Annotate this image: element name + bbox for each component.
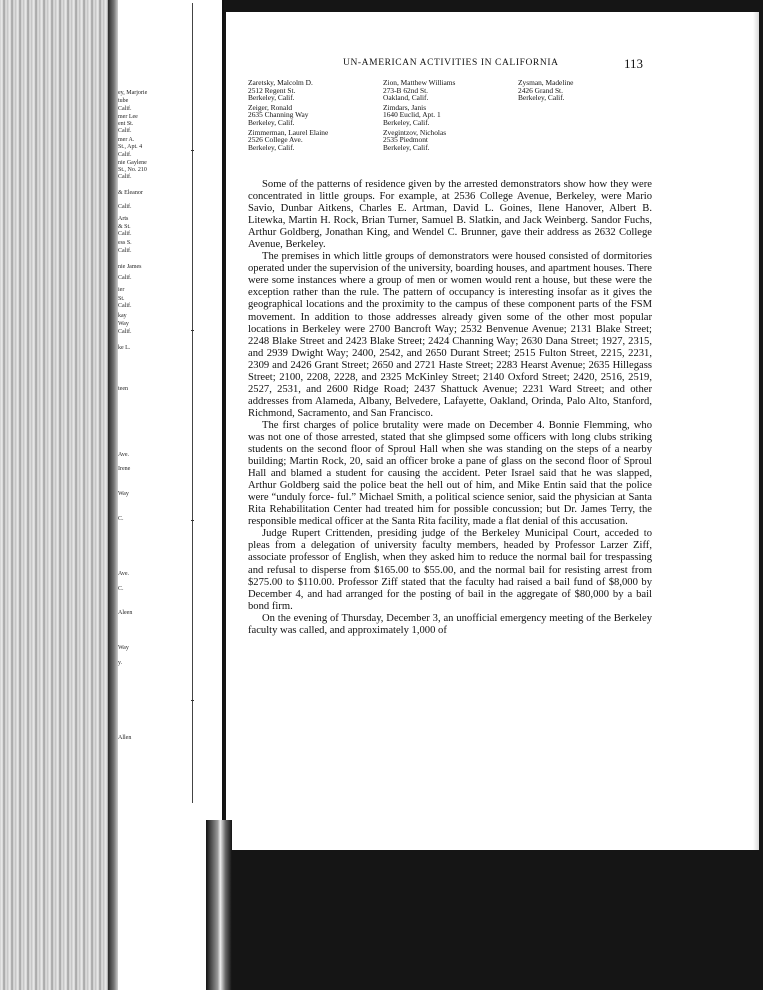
address-line: Berkeley, Calif. xyxy=(248,93,295,103)
previous-page-text: Way xyxy=(118,645,129,651)
body-paragraph: Judge Rupert Crittenden, presiding judge of the Berkeley Municipal Court, acceded to pleas from a delegation of university faculty members, headed by Professor Larzer Ziff, associate professor of English, when they asked him to reduce the normal bail for trespassing and refusal to disperse from $165.00 to $55.00, and the normal bail for resisting arrest from $275.00 to $110.00. Professor Ziff stated that the faculty had raised a bail fund of $8,000 by December 4, and had arranged for the posting of bail in the aggregate of $80,000 by a bail bond firm. xyxy=(248,528,652,612)
person-name: Zvegintzov, Nicholas xyxy=(383,127,447,137)
body-paragraph: The first charges of police brutality were made on December 4. Bonnie Flemming, who was not one of those arrested, stated that she glimpsed some officers with long clubs striking students on the second floor of Sproul Hall when she was standing on the steps of a nearby building; Martin Rock, 20, said an officer broke a pane of glass on the second floor of Sproul Hall and blamed a student for causing the accident. Peter Israel said that he was slapped, Arthur Goldberg said the police beat the hell out of him, and Mike Entin said that the police were “unduly force- ful.” Michael Smith, a political science senior, said the physician at Santa Rita Rehabilitation Center had treated him for possible concussion; but Dr. James Terry, the responsible medical officer at the Santa Rita facility, made a flat denial of this accusation. xyxy=(248,419,652,528)
previous-page-text: Way xyxy=(118,321,129,327)
address-line: Berkeley, Calif. xyxy=(248,142,295,152)
column-rule-tick xyxy=(191,330,194,331)
previous-page-text: Calif. xyxy=(118,248,132,254)
previous-page-text: kay xyxy=(118,313,127,319)
person-name: Zysman, Madeline xyxy=(518,78,574,87)
previous-page-text: Calif. xyxy=(118,275,132,281)
previous-page-text: Calif. xyxy=(118,303,132,309)
previous-page-text: C. xyxy=(118,586,124,592)
previous-page-text: teen xyxy=(118,386,128,392)
previous-page-text: mer A. xyxy=(118,137,135,143)
previous-page-text: Calif. xyxy=(118,329,132,335)
previous-page-text: & St. xyxy=(118,224,131,230)
name-entry xyxy=(248,79,378,102)
running-title: UN-AMERICAN ACTIVITIES IN CALIFORNIA xyxy=(343,58,559,68)
book-spine-shadow xyxy=(206,820,232,990)
address-line: 273-B 62nd St. xyxy=(383,85,428,95)
previous-page-text: Way xyxy=(118,491,129,497)
address-line: Berkeley, Calif. xyxy=(248,117,295,127)
name-entry xyxy=(383,129,513,152)
previous-page-text: Arts xyxy=(118,216,129,222)
previous-page-text: St., No. 210 xyxy=(118,167,147,173)
previous-page-text: Calif. xyxy=(118,152,132,158)
previous-page-text: Ave. xyxy=(118,452,130,458)
name-entry xyxy=(383,104,513,127)
name-entry xyxy=(248,129,378,152)
column-rule-tick xyxy=(191,150,194,151)
previous-page-text: ess S. xyxy=(118,240,132,246)
person-name: Zaretsky, Malcolm D. xyxy=(248,78,313,87)
document-page xyxy=(226,12,759,850)
name-entry xyxy=(518,79,648,102)
address-line: 2535 Piedmont xyxy=(383,135,428,145)
address-line: 2426 Grand St. xyxy=(518,85,563,95)
previous-page-text: nie Gaylene xyxy=(118,160,147,166)
person-name: Zion, Matthew Williams xyxy=(383,78,456,87)
page-edge-shadow xyxy=(753,12,759,850)
scanner-page-stack xyxy=(0,0,108,990)
address-line: 2512 Regent St. xyxy=(248,85,296,95)
previous-page-text: ier xyxy=(118,287,125,293)
previous-page-text: St., Apt. 4 xyxy=(118,144,143,150)
previous-page-text: nie James xyxy=(118,264,142,270)
previous-page-text: Ave. xyxy=(118,571,130,577)
person-name: Zimdars, Janis xyxy=(383,102,427,112)
body-paragraph: Some of the patterns of residence given by the arrested demonstrators show how they were concentrated in little groups. For example, at 2536 College Avenue, Berkeley, were Mario Savio, Dunbar Aitkens, Charles E. Artman, David L. Goines, Ilene Hanover, Albert B. Litewka, Martin H. Rock, Brian Turner, Samuel B. Slatkin, and Jack Weinberg. Sandor Fuchs, Arthur Goldberg, Jonathan King, and Wendel C. Brunner, gave their address as 2632 College Avenue, Berkeley. xyxy=(248,179,652,251)
previous-page-text: C. xyxy=(118,516,124,522)
body-paragraph: On the evening of Thursday, December 3, an unofficial emergency meeting of the Berkeley faculty was called, and approximately 1,000 of xyxy=(248,612,652,636)
address-line: 2526 College Ave. xyxy=(248,135,303,145)
page-number: 113 xyxy=(624,56,644,71)
name-entry xyxy=(383,79,513,102)
address-line: Oakland, Calif. xyxy=(383,93,429,103)
previous-page-text: Calif. xyxy=(118,128,132,134)
previous-page-text: Calif. xyxy=(118,204,132,210)
address-line: Berkeley, Calif. xyxy=(518,93,565,103)
column-rule-tick xyxy=(191,520,194,521)
previous-page-text: tube xyxy=(118,98,129,104)
previous-page-text: St. xyxy=(118,296,125,302)
previous-page-text: Irene xyxy=(118,466,131,472)
body-text xyxy=(248,179,652,637)
address-line: 2635 Channing Way xyxy=(248,110,309,120)
person-name: Zeiger, Ronald xyxy=(248,102,293,112)
previous-page-text: y. xyxy=(118,660,123,666)
previous-page-text: Calif. xyxy=(118,174,132,180)
address-line: 1640 Euclid, Apt. 1 xyxy=(383,110,441,120)
previous-page-text: Calif. xyxy=(118,231,132,237)
previous-page-text: ey, Marjorie xyxy=(118,90,148,96)
previous-page-text: ke L. xyxy=(118,345,131,351)
body-paragraph: The premises in which little groups of demonstrators were housed consisted of dormitories operated under the supervision of the university, boarding houses, and apartment houses. There were some instances where a group of men or women would rent a house, but these were the exception rather than the rule. The pattern of occupancy is interesting insofar as it gives the geographical locations and the proximity to the campus of these component parts of the FSM movement. In addition to those addresses already given some of the other most popular locations in Berkeley were 2700 Bancroft Way; 2532 Benvenue Avenue; 2131 Blake Street; 2248 Blake Street and 2423 Blake Street; 2424 Channing Way; 2630 Dana Street; 1927, 2315, and 2939 Dwight Way; 2400, 2542, and 2650 Durant Street; 2515 Fulton Street, 2215, 2231, 2309 and 2426 Grant Street; 2650 and 2721 Haste Street; 2283 Hearst Avenue; 2635 Hillegass Street; 2100, 2208, 2228, and 2325 McKinley Street; 2140 Oxford Street; 2420, 2516, 2519, 2527, 2531, and 2600 Ridge Road; 2437 Shattuck Avenue; 2231 Ward Street; and other addresses from Alameda, Albany, Belvedere, Lafayette, Oakland, Orinda, Palo Alto, Stanford, Richmond, Sacramento, and San Francisco. xyxy=(248,251,652,419)
person-name: Zimmerman, Laurel Elaine xyxy=(248,127,329,137)
previous-page-text: ent St. xyxy=(118,121,134,127)
previous-page-text: Allen xyxy=(118,735,132,741)
name-list xyxy=(248,79,628,169)
name-column xyxy=(248,79,378,153)
name-entry xyxy=(248,104,378,127)
address-line: Berkeley, Calif. xyxy=(383,142,430,152)
previous-page-text: mer Lee xyxy=(118,114,138,120)
previous-page-text: Aleen xyxy=(118,610,133,616)
book-gutter xyxy=(108,0,118,990)
column-rule-tick xyxy=(191,700,194,701)
previous-page-text: & Eleanor xyxy=(118,190,143,196)
page-header xyxy=(226,56,759,72)
column-rule xyxy=(192,3,193,803)
name-column xyxy=(518,79,648,104)
address-line: Berkeley, Calif. xyxy=(383,117,430,127)
previous-page-text: Calif. xyxy=(118,106,132,112)
name-column xyxy=(383,79,513,153)
